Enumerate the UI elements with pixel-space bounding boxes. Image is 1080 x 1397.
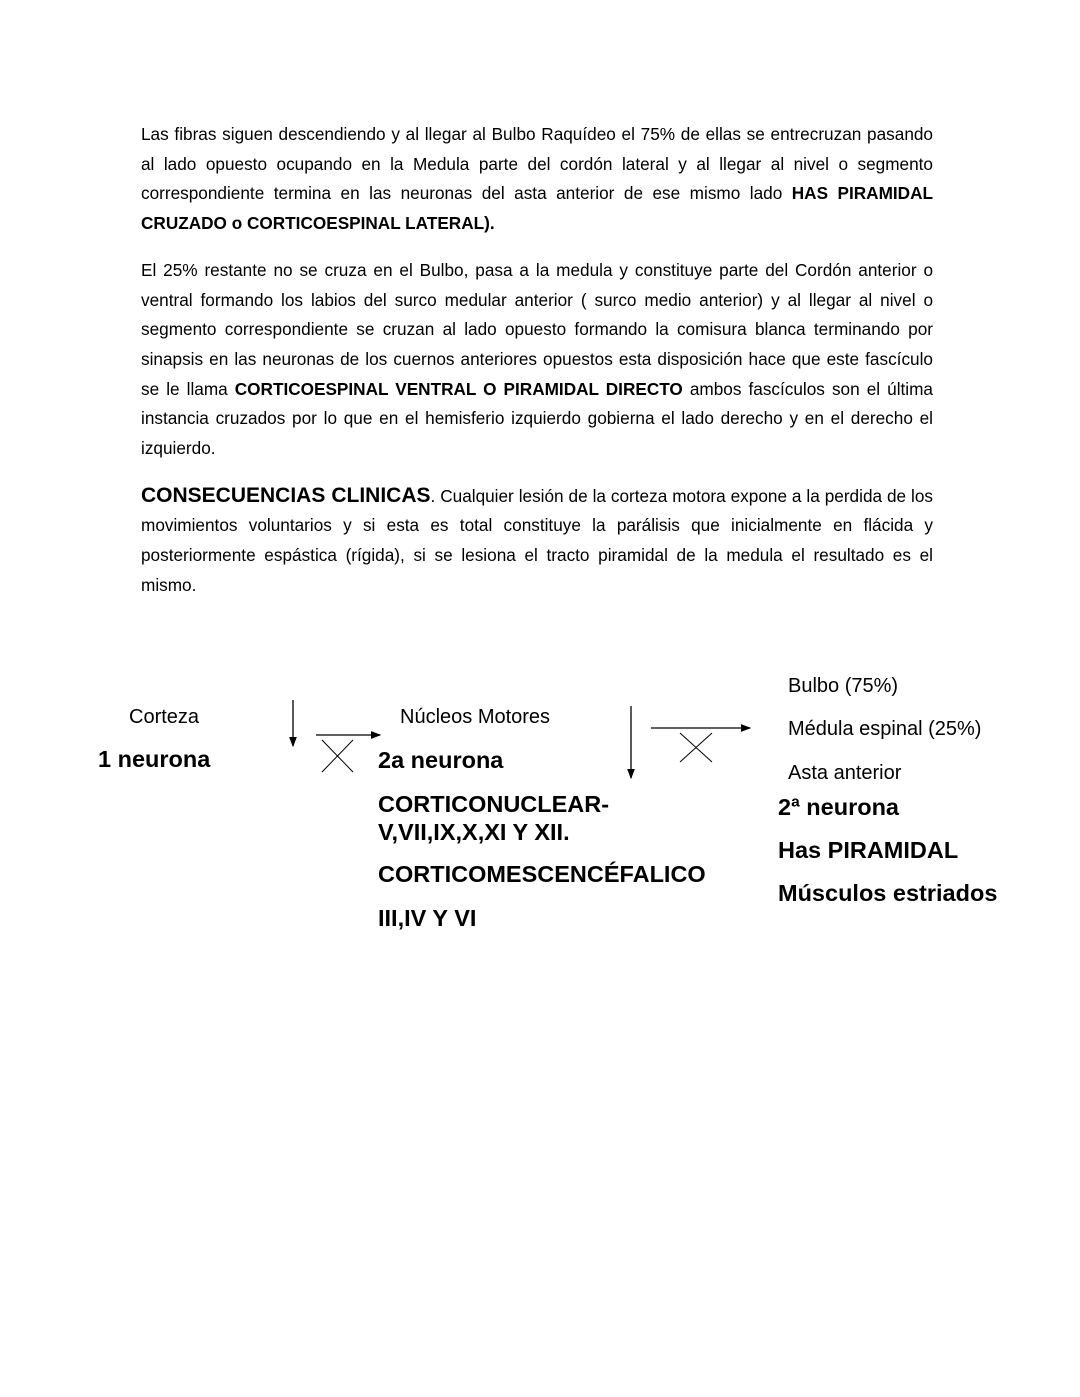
paragraph-1: Las fibras siguen descendiendo y al llegar al Bulbo Raquídeo el 75% de ellas se entrecruzan pasando al lado opuesto ocupando en la Medula parte del cordón lateral y al llegar al nivel o segmento correspondiente termina en las neuronas del asta anterior de ese mismo lado HAS PIRAMIDAL CRUZADO o CORTICOESPINAL LATERAL). [141,124,934,234]
label-medula: Médula espinal (25%) [788,718,982,740]
label-nucleos: Núcleos Motores [400,706,551,728]
label-corticonuclear: CORTICONUCLEAR- [378,791,610,817]
cross-icon-2 [680,733,712,762]
label-2a-neurona-b: 2ª neurona [778,794,899,820]
label-has-piramidal: Has PIRAMIDAL [778,837,959,863]
paragraph-3: CONSECUENCIAS CLINICAS. Cualquier lesión de la corteza motora expone a la perdida de los movimientos voluntarios y si esta es total constituye la parálisis que inicialmente en flácida y posteriormente espástica (rígida), si se lesiona el tracto piramidal de la medula el resultado es el mismo. [141,483,934,595]
cross-icon-1 [322,740,353,772]
label-1-neurona: 1 neurona [98,746,211,772]
label-asta: Asta anterior [788,762,902,784]
label-pares-1: V,VII,IX,X,XI Y XII. [378,819,570,845]
label-corteza: Corteza [129,706,200,728]
label-corticomes: CORTICOMESCENCÉFALICO [378,861,706,887]
label-2a-neurona: 2a neurona [378,747,504,773]
section-heading: CONSECUENCIAS CLINICAS [141,483,431,507]
paragraph-2: El 25% restante no se cruza en el Bulbo, pasa a la medula y constituye parte del Cordón anterior o ventral formando los labios del surco medular anterior ( surco medio anterior) y al llegar al nivel o segmento correspondiente se cruzan al lado opuesto formando la comisura blanca terminando por sinapsis en las neuronas de los cuernos anteriores opuestos esta disposición hace que este fascículo se le llama CORTICOESPINAL VENTRAL O PIRAMIDAL DIRECTO ambos fascículos son el última instancia cruzados por lo que en el hemisferio izquierdo gobierna el lado derecho y en el derecho el izquierdo. [141,259,933,459]
label-bulbo: Bulbo (75%) [788,675,899,697]
label-musculos: Músculos estriados [778,880,998,906]
label-pares-2: III,IV Y VI [378,905,477,931]
